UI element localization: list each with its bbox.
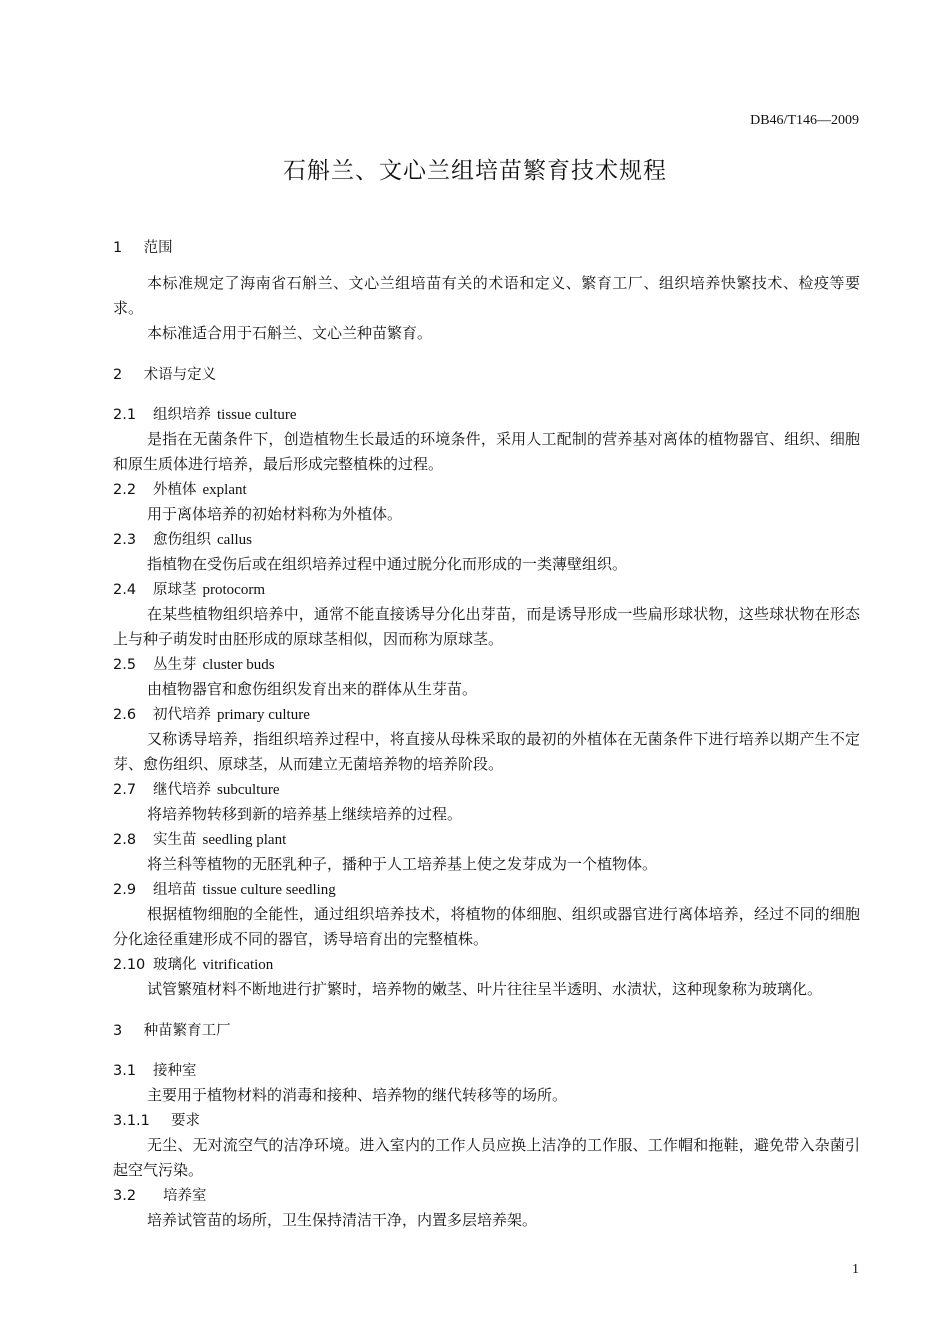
- term-heading: [113, 578, 860, 603]
- term-entry: [113, 703, 860, 778]
- subsection-number: 3.1.1: [113, 1113, 150, 1129]
- term-heading: [113, 778, 860, 803]
- paragraph: 主要用于植物材料的消毒和接种、培养物的继代转移等的场所。: [147, 1088, 568, 1104]
- term-heading: [113, 828, 860, 853]
- term-number: 2.1: [113, 407, 137, 423]
- term-number: 2.4: [113, 582, 137, 598]
- term-number: 2.9: [113, 882, 137, 898]
- page-title: 石斛兰、文心兰组培苗繁育技术规程: [283, 158, 667, 184]
- term-chinese: 继代培养: [153, 782, 211, 798]
- term-chinese: 组培苗: [153, 882, 197, 898]
- term-heading: [113, 528, 860, 553]
- term-chinese: 愈伤组织: [153, 532, 211, 548]
- section-heading-nursery-factory: [113, 1019, 860, 1043]
- section-heading-scope: [113, 236, 860, 260]
- subsection-number: 3.2: [113, 1188, 137, 1204]
- term-number: 2.5: [113, 657, 137, 673]
- subsection-heading: [113, 1059, 860, 1084]
- subsection-number: 3.1: [113, 1063, 137, 1079]
- term-definition: 试管繁殖材料不断地进行扩繁时，培养物的嫩茎、叶片往往呈半透明、水渍状，这种现象称为玻璃化。: [147, 982, 823, 998]
- term-heading: [113, 403, 860, 428]
- term-english: seedling plant: [202, 832, 287, 848]
- term-entry: [113, 403, 860, 478]
- term-chinese: 玻璃化: [153, 957, 197, 973]
- term-english: subculture: [217, 782, 280, 798]
- paragraph: 本标准适合用于石斛兰、文心兰种苗繁育。: [147, 326, 433, 342]
- term-definition: 用于离体培养的初始材料称为外植体。: [147, 507, 403, 523]
- term-entry: [113, 578, 860, 653]
- term-heading: [113, 653, 860, 678]
- term-entry: [113, 778, 860, 828]
- term-english: tissue culture: [217, 407, 297, 423]
- subsection-title: 培养室: [163, 1188, 207, 1204]
- term-english: callus: [217, 532, 252, 548]
- subsection-title: 要求: [171, 1113, 200, 1129]
- term-definition: 根据植物细胞的全能性，通过组织培养技术，将植物的体细胞、组织或器官进行离体培养，经过不同的细胞分化途径重建形成不同的器官，诱导培育出的完整植株。: [113, 907, 860, 948]
- term-entry: [113, 653, 860, 703]
- term-chinese: 丛生芽: [153, 657, 197, 673]
- subsection-heading: [113, 1184, 860, 1209]
- term-definition: 在某些植物组织培养中，通常不能直接诱导分化出芽苗，而是诱导形成一些扁形球状物，这些球状物在形态上与种子萌发时由胚形成的原球茎相似，因而称为原球茎。: [113, 607, 860, 648]
- term-chinese: 实生苗: [153, 832, 197, 848]
- section-title: 范围: [143, 240, 173, 256]
- term-english: cluster buds: [202, 657, 275, 673]
- section-number: 3: [113, 1023, 123, 1039]
- term-chinese: 初代培养: [153, 707, 211, 723]
- term-heading: [113, 478, 860, 503]
- document-body: [113, 236, 860, 1234]
- term-definition: 又称诱导培养，指组织培养过程中，将直接从母株采取的最初的外植体在无菌条件下进行培养以期产生不定芽、愈伤组织、原球茎，从而建立无菌培养物的培养阶段。: [113, 732, 860, 773]
- term-english: protocorm: [202, 582, 265, 598]
- term-number: 2.10: [113, 957, 146, 973]
- term-heading: [113, 703, 860, 728]
- term-chinese: 组织培养: [153, 407, 211, 423]
- term-entry: [113, 478, 860, 528]
- subsection-heading: [113, 1109, 860, 1134]
- subsection-title: 接种室: [153, 1063, 197, 1079]
- section-title: 种苗繁育工厂: [143, 1023, 231, 1039]
- standard-code: DB46/T146—2009: [750, 113, 859, 128]
- term-definition: 将兰科等植物的无胚乳种子，播种于人工培养基上使之发芽成为一个植物体。: [147, 857, 658, 873]
- term-definition: 由植物器官和愈伤组织发育出来的群体从生芽苗。: [147, 682, 478, 698]
- term-definition: 将培养物转移到新的培养基上继续培养的过程。: [147, 807, 463, 823]
- paragraph: 本标准规定了海南省石斛兰、文心兰组培苗有关的术语和定义、繁育工厂、组织培养快繁技术、检疫等要求。: [113, 276, 860, 317]
- term-number: 2.2: [113, 482, 137, 498]
- term-entry: [113, 828, 860, 878]
- term-entry: [113, 878, 860, 953]
- term-number: 2.3: [113, 532, 137, 548]
- paragraph: 无尘、无对流空气的洁净环境。进入室内的工作人员应换上洁净的工作服、工作帽和拖鞋，避免带入杂菌引起空气污染。: [113, 1138, 860, 1179]
- section-number: 1: [113, 240, 123, 256]
- section-heading-terms: [113, 363, 860, 387]
- term-english: primary culture: [217, 707, 310, 723]
- section-number: 2: [113, 367, 123, 383]
- term-english: tissue culture seedling: [202, 882, 336, 898]
- paragraph: 培养试管苗的场所，卫生保持清洁干净，内置多层培养架。: [147, 1213, 538, 1229]
- term-number: 2.7: [113, 782, 137, 798]
- term-english: explant: [202, 482, 247, 498]
- term-definition: 指植物在受伤后或在组织培养过程中通过脱分化而形成的一类薄壁组织。: [147, 557, 628, 573]
- term-english: vitrification: [202, 957, 274, 973]
- term-entry: [113, 953, 860, 1003]
- term-heading: [113, 878, 860, 903]
- term-number: 2.8: [113, 832, 137, 848]
- term-entry: [113, 528, 860, 578]
- page-number: 1: [852, 1262, 859, 1277]
- term-chinese: 外植体: [153, 482, 197, 498]
- term-definition: 是指在无菌条件下，创造植物生长最适的环境条件，采用人工配制的营养基对离体的植物器官、组织、细胞和原生质体进行培养，最后形成完整植株的过程。: [113, 432, 860, 473]
- section-title: 术语与定义: [143, 367, 217, 383]
- term-heading: [113, 953, 860, 978]
- term-chinese: 原球茎: [153, 582, 197, 598]
- term-number: 2.6: [113, 707, 137, 723]
